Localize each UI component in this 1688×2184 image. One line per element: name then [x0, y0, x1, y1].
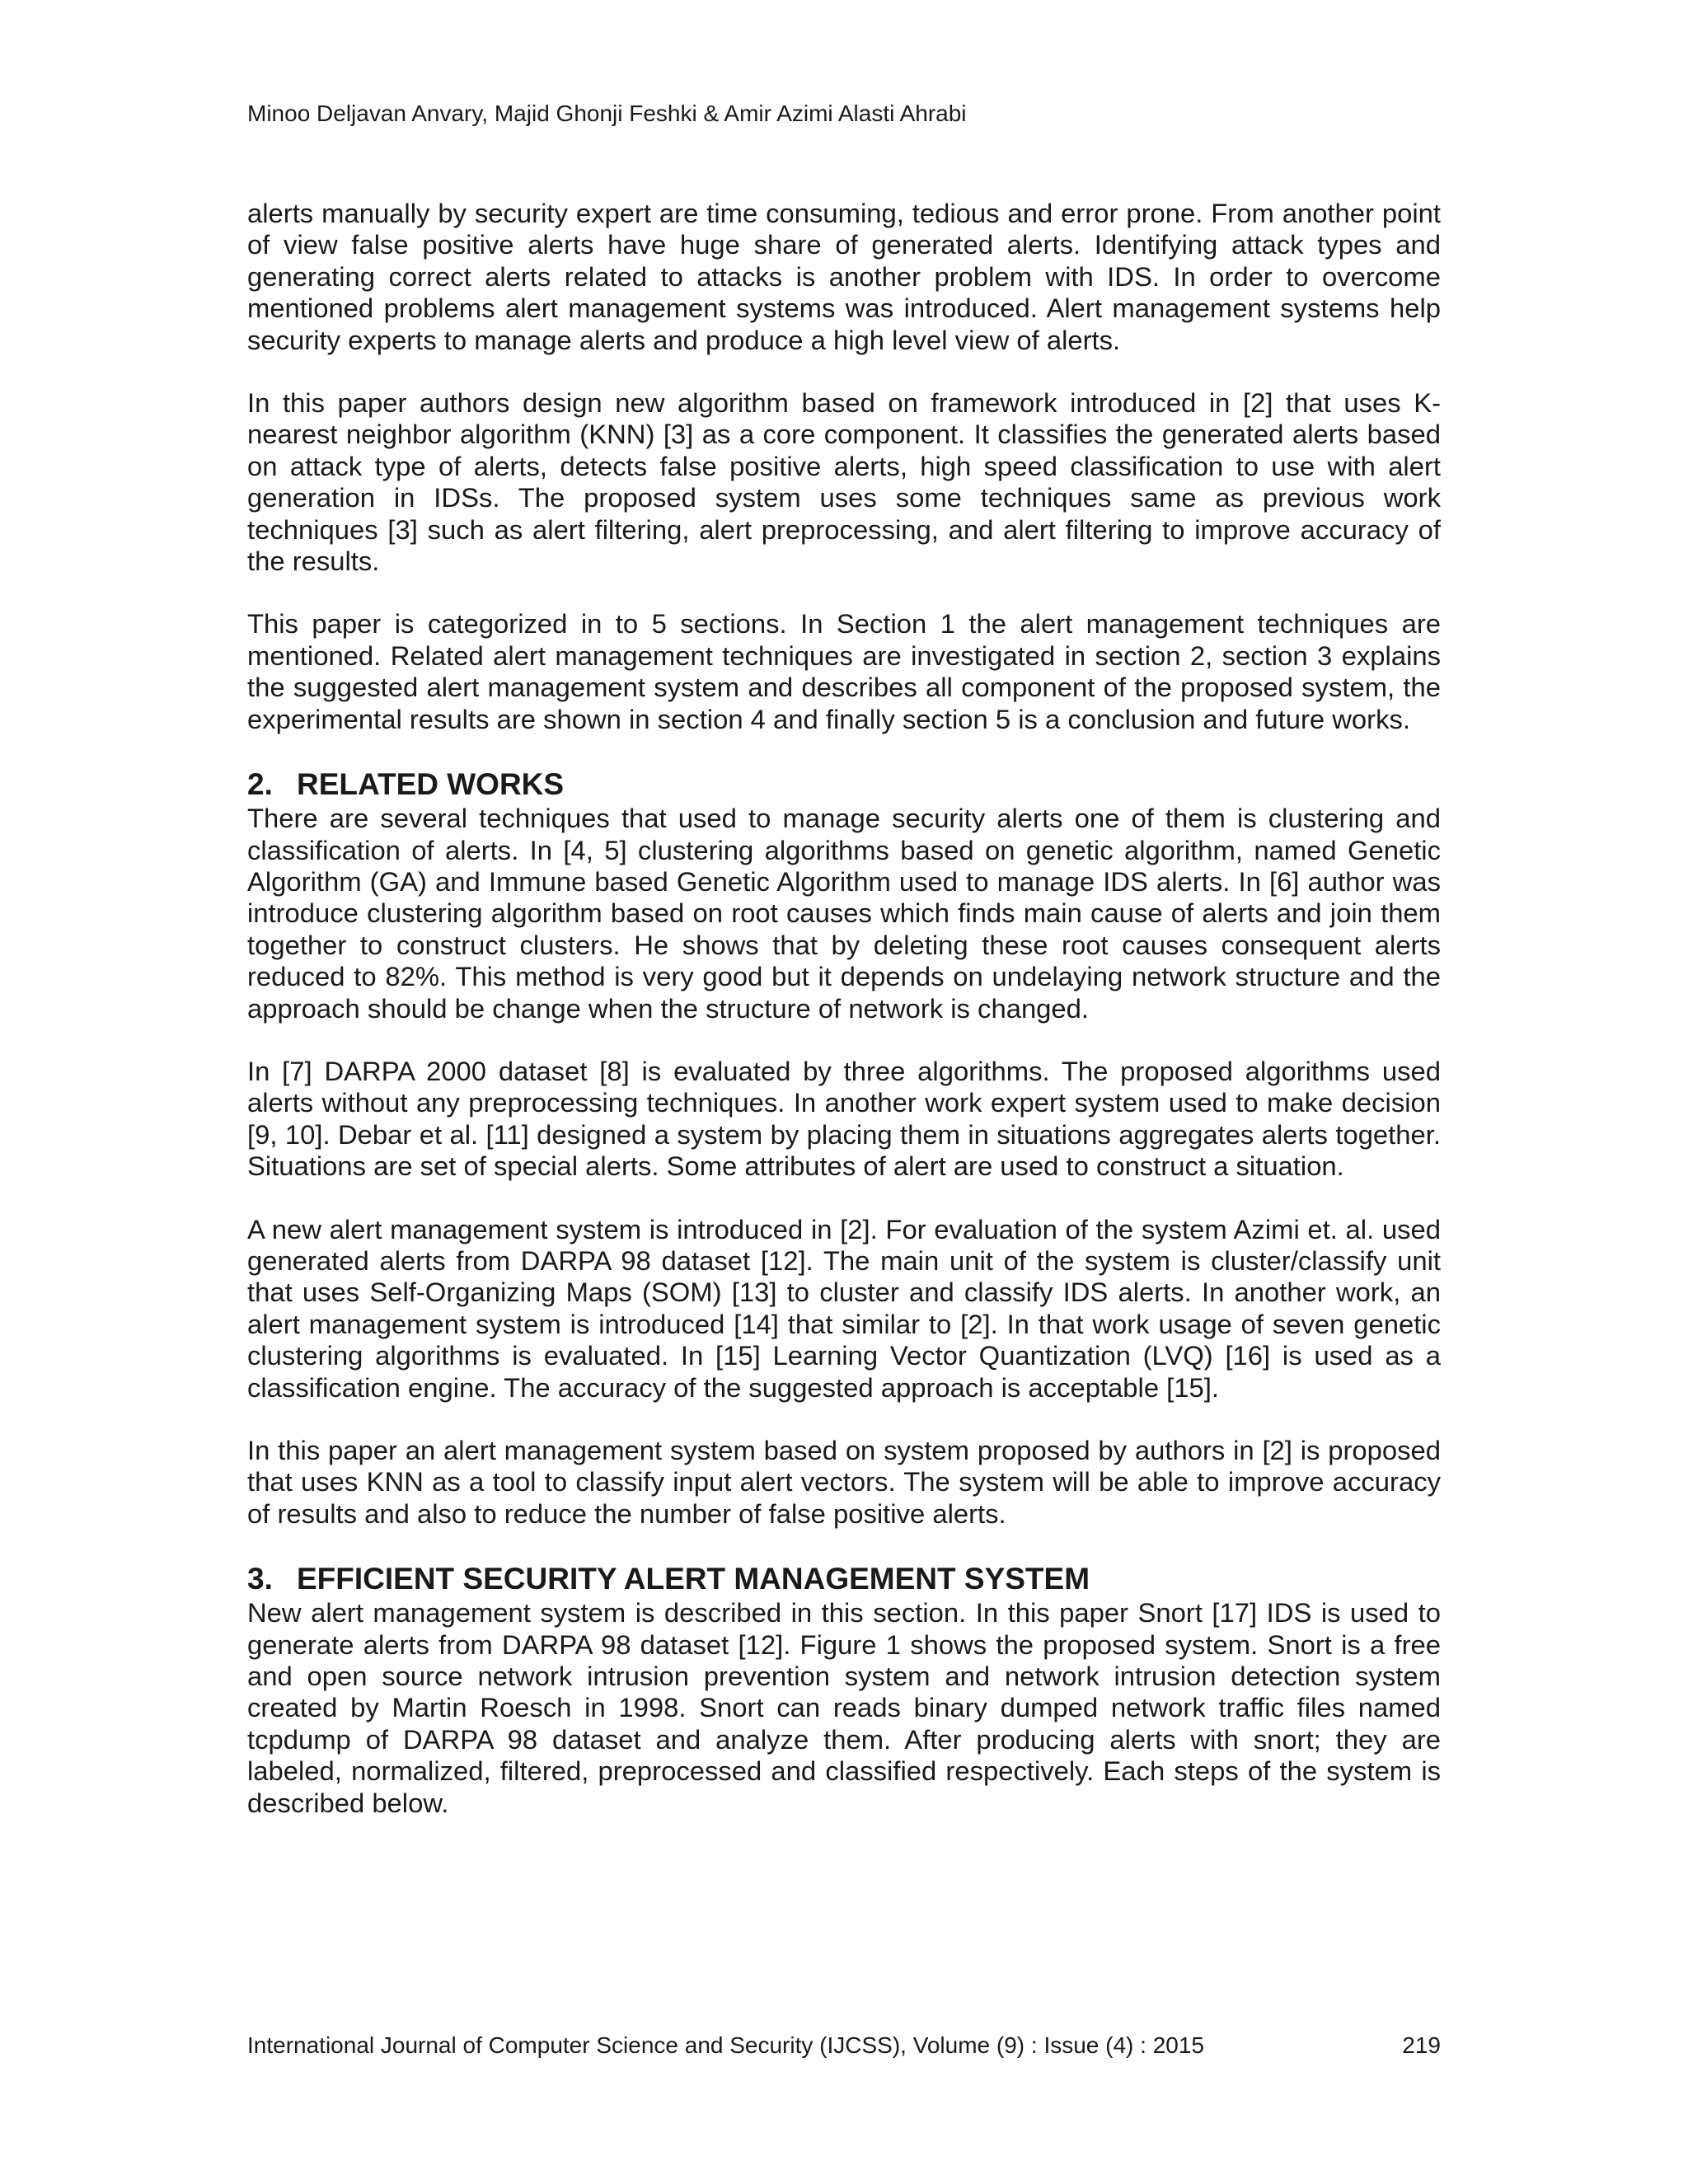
body-column	[247, 198, 1441, 1850]
related-works-paragraph-3: A new alert management system is introduced in [2]. For evaluation of the system Azimi et. al. used generated alerts from DARPA 98 dataset [12]. The main unit of the system is cluster/classify unit that uses Self-Organizing Maps (SOM) [13] to cluster and classify IDS alerts. In another work, an alert management system is introduced [14] that similar to [2]. In that work usage of seven genetic clustering algorithms is evaluated. In [15] Learning Vector Quantization (LVQ) [16] is used as a classification engine. The accuracy of the suggested approach is acceptable [15].	[247, 1213, 1441, 1403]
related-works-paragraph-2: In [7] DARPA 2000 dataset [8] is evaluated by three algorithms. The proposed algorithms used alerts without any preprocessing techniques. In another work expert system used to make decision [9, 10]. Debar et al. [11] designed a system by placing them in situations aggregates alerts together. Situations are set of special alerts. Some attributes of alert are used to construct a situation.	[247, 1055, 1441, 1182]
intro-paragraph-3: This paper is categorized in to 5 sections. In Section 1 the alert management techniques are mentioned. Related alert management techniques are investigated in section 2, section 3 explains the suggested alert management system and describes all component of the proposed system, the experimental results are shown in section 4 and finally section 5 is a conclusion and future works.	[247, 608, 1441, 734]
section-heading-related-works	[247, 766, 1441, 803]
section-number: 3.	[247, 1562, 273, 1596]
intro-paragraph-2: In this paper authors design new algorithm based on framework introduced in [2] that uses K-nearest neighbor algorithm (KNN) [3] as a core component. It classifies the generated alerts based on attack type of alerts, detects false positive alerts, high speed classification to use with alert generation in IDSs. The proposed system uses some techniques same as previous work techniques [3] such as alert filtering, alert preprocessing, and alert filtering to improve accuracy of the results.	[247, 387, 1441, 577]
section-title: RELATED WORKS	[297, 767, 565, 802]
intro-paragraph-1: alerts manually by security expert are time consuming, tedious and error prone. From another point of view false positive alerts have huge share of generated alerts. Identifying attack types and generating correct alerts related to attacks is another problem with IDS. In order to overcome mentioned problems alert management systems was introduced. Alert management systems help security experts to manage alerts and produce a high level view of alerts.	[247, 198, 1441, 355]
section-title: EFFICIENT SECURITY ALERT MANAGEMENT SYSTEM	[297, 1562, 1090, 1596]
section-heading-alert-management-system	[247, 1561, 1441, 1597]
footer-journal-info: International Journal of Computer Science and Security (IJCSS), Volume (9) : Issue (4) : 2015	[247, 2032, 1205, 2058]
related-works-paragraph-4: In this paper an alert management system based on system proposed by authors in [2] is proposed that uses KNN as a tool to classify input alert vectors. The system will be able to improve accuracy of results and also to reduce the number of false positive alerts.	[247, 1435, 1441, 1529]
related-works-paragraph-1: There are several techniques that used to manage security alerts one of them is clustering and classification of alerts. In [4, 5] clustering algorithms based on genetic algorithm, named Genetic Algorithm (GA) and Immune based Genetic Algorithm used to manage IDS alerts. In [6] author was introduce clustering algorithm based on root causes which finds main cause of alerts and join them together to construct clusters. He shows that by deleting these root causes consequent alerts reduced to 82%. This method is very good but it depends on undelaying network structure and the approach should be change when the structure of network is changed.	[247, 803, 1441, 1024]
running-head-authors: Minoo Deljavan Anvary, Majid Ghonji Feshki & Amir Azimi Alasti Ahrabi	[247, 101, 967, 126]
section-number: 2.	[247, 767, 273, 802]
page-number: 219	[1402, 2032, 1441, 2058]
system-paragraph-1: New alert management system is described in this section. In this paper Snort [17] IDS is used to generate alerts from DARPA 98 dataset [12]. Figure 1 shows the proposed system. Snort is a free and open source network intrusion prevention system and network intrusion detection system created by Martin Roesch in 1998. Snort can reads binary dumped network traffic files named tcpdump of DARPA 98 dataset and analyze them. After producing alerts with snort; they are labeled, normalized, filtered, preprocessed and classified respectively. Each steps of the system is described below.	[247, 1597, 1441, 1818]
